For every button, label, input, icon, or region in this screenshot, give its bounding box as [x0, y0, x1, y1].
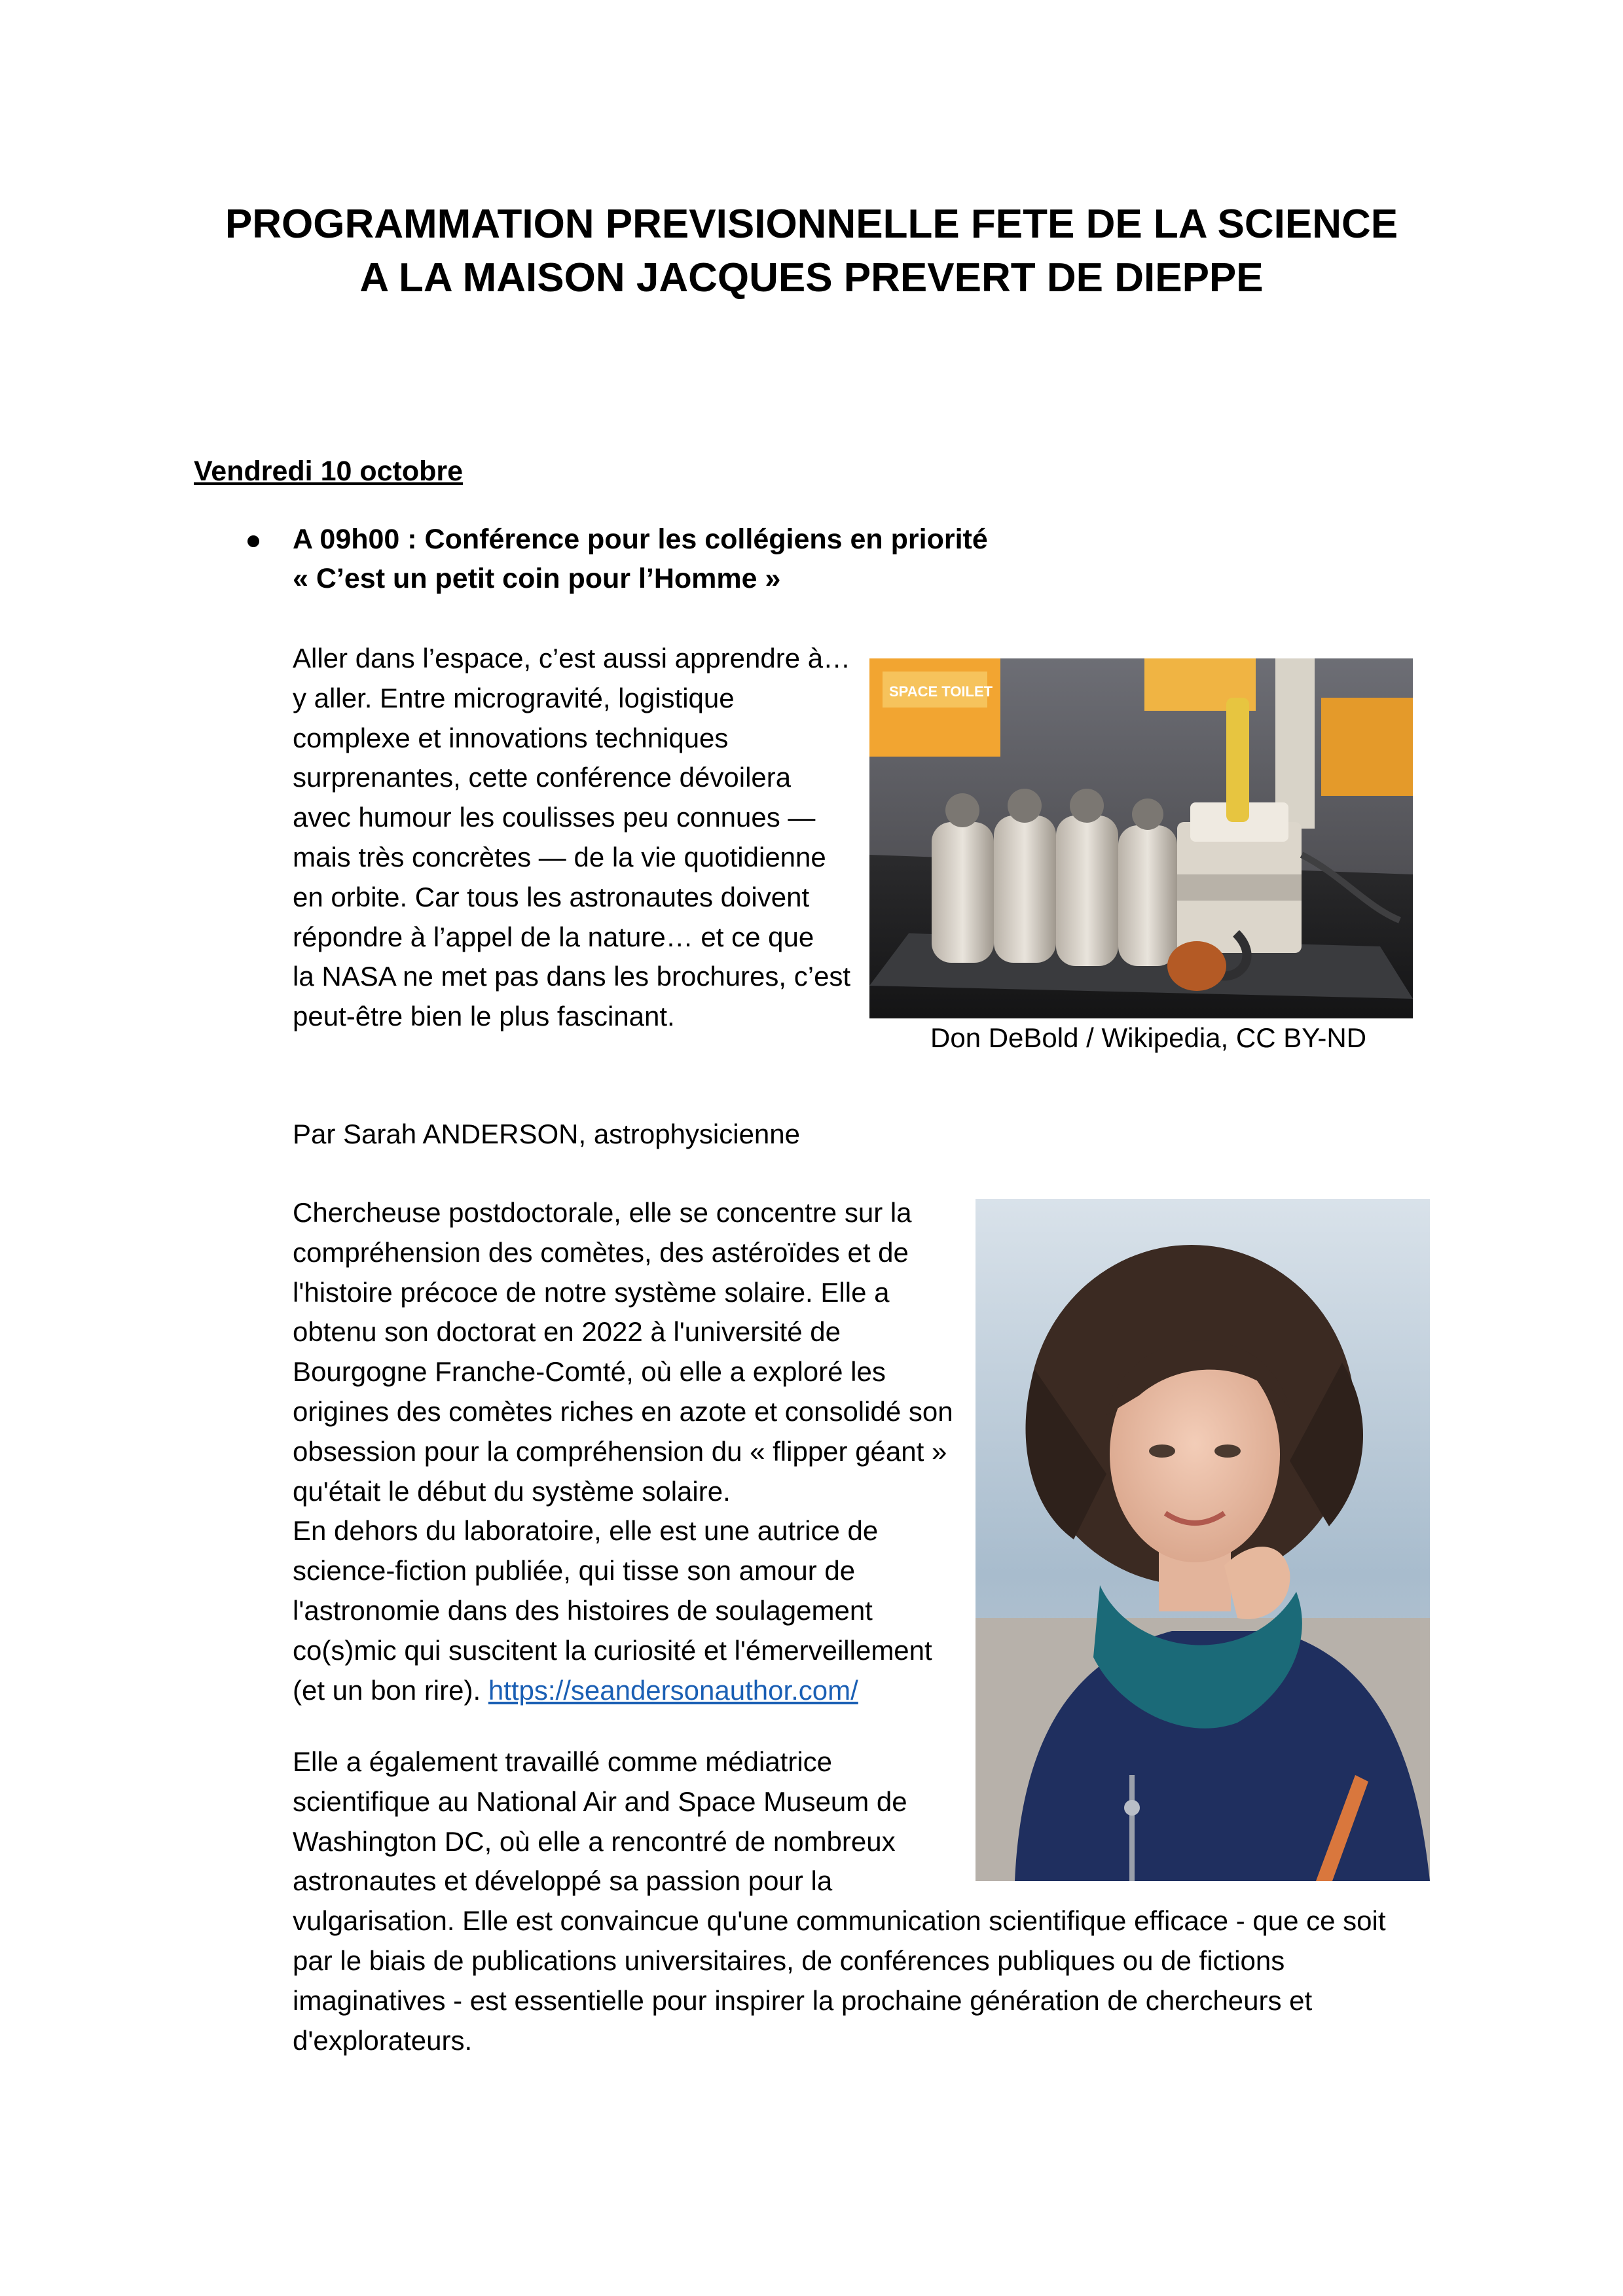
bio-line: En dehors du laboratoire, elle est une autrice de	[293, 1515, 879, 1547]
speaker-bio	[293, 1193, 953, 1710]
bio-line: l'histoire précoce de notre système solaire. Elle a	[293, 1276, 890, 1308]
event-time-line: A 09h00 : Conférence pour les collégiens en priorité	[293, 524, 988, 555]
description-line: en orbite. Car tous les astronautes doivent	[293, 881, 810, 912]
description-line: y aller. Entre microgravité, logistique	[293, 682, 735, 713]
career-line: par le biais de publications universitaires, de conférences publiques ou de fictions	[293, 1945, 1285, 1976]
author-website-link[interactable]: https://seandersonauthor.com/	[488, 1674, 858, 1706]
career-line: scientifique au National Air and Space Museum de	[293, 1785, 907, 1817]
event-title-line: « C’est un petit coin pour l’Homme »	[293, 563, 781, 594]
page-title-line-1: PROGRAMMATION PREVISIONNELLE FETE DE LA SCIENCE	[225, 202, 1398, 247]
bio-line: obtenu son doctorat en 2022 à l'université de	[293, 1316, 841, 1348]
bio-line: Chercheuse postdoctorale, elle se concentre sur la	[293, 1197, 912, 1228]
description-line: complexe et innovations techniques	[293, 722, 729, 753]
bio-line: l'astronomie dans des histoires de soulagement	[293, 1594, 873, 1626]
bio-line: science-fiction publiée, qui tisse son amour de	[293, 1555, 856, 1587]
bullet-icon	[247, 535, 259, 547]
page-title-line-2: A LA MAISON JACQUES PREVERT DE DIEPPE	[359, 255, 1264, 300]
career-line: Washington DC, où elle a rencontré de nombreux	[293, 1825, 896, 1857]
description-line: répondre à l’appel de la nature… et ce que	[293, 921, 814, 952]
space-toilet-photo	[869, 658, 1413, 1018]
event-description	[293, 639, 850, 1037]
description-line: avec humour les coulisses peu connues —	[293, 802, 816, 833]
bio-last-line	[293, 1671, 953, 1711]
photo-caption: Don DeBold / Wikipedia, CC BY-ND	[930, 1022, 1367, 1053]
description-line: peut-être bien le plus fascinant.	[293, 1001, 675, 1032]
description-line: Aller dans l’espace, c’est aussi apprendre à…	[293, 643, 851, 673]
date-heading: Vendredi 10 octobre	[194, 456, 464, 487]
bio-line: compréhension des comètes, des astéroïdes et de	[293, 1236, 909, 1268]
speaker-byline: Par Sarah ANDERSON, astrophysicienne	[293, 1119, 801, 1149]
bio-line: co(s)mic qui suscitent la curiosité et l'émerveillement	[293, 1634, 932, 1666]
description-line: surprenantes, cette conférence dévoilera	[293, 762, 792, 793]
description-line: la NASA ne met pas dans les brochures, c’est	[293, 961, 851, 992]
space-toilet-sign: SPACE TOILET	[889, 683, 993, 700]
career-line: d'explorateurs.	[293, 2024, 473, 2056]
career-line: astronautes et développé sa passion pour la	[293, 1865, 833, 1897]
bio-line: obsession pour la compréhension du « flipper géant »	[293, 1435, 947, 1467]
career-line: imaginatives - est essentielle pour inspirer la prochaine génération de chercheurs et	[293, 1984, 1313, 2016]
career-line: vulgarisation. Elle est convaincue qu'une communication scientifique efficace - que ce soit	[293, 1905, 1386, 1937]
career-line: Elle a également travaillé comme médiatrice	[293, 1746, 833, 1777]
bio-line: origines des comètes riches en azote et consolidé son	[293, 1395, 953, 1427]
description-line: mais très concrètes — de la vie quotidienne	[293, 841, 826, 872]
bio-line: qu'était le début du système solaire.	[293, 1475, 731, 1507]
bio-last-prefix: (et un bon rire).	[293, 1674, 488, 1706]
speaker-career	[293, 1742, 1386, 2060]
bio-line: Bourgogne Franche-Comté, où elle a exploré les	[293, 1356, 886, 1388]
